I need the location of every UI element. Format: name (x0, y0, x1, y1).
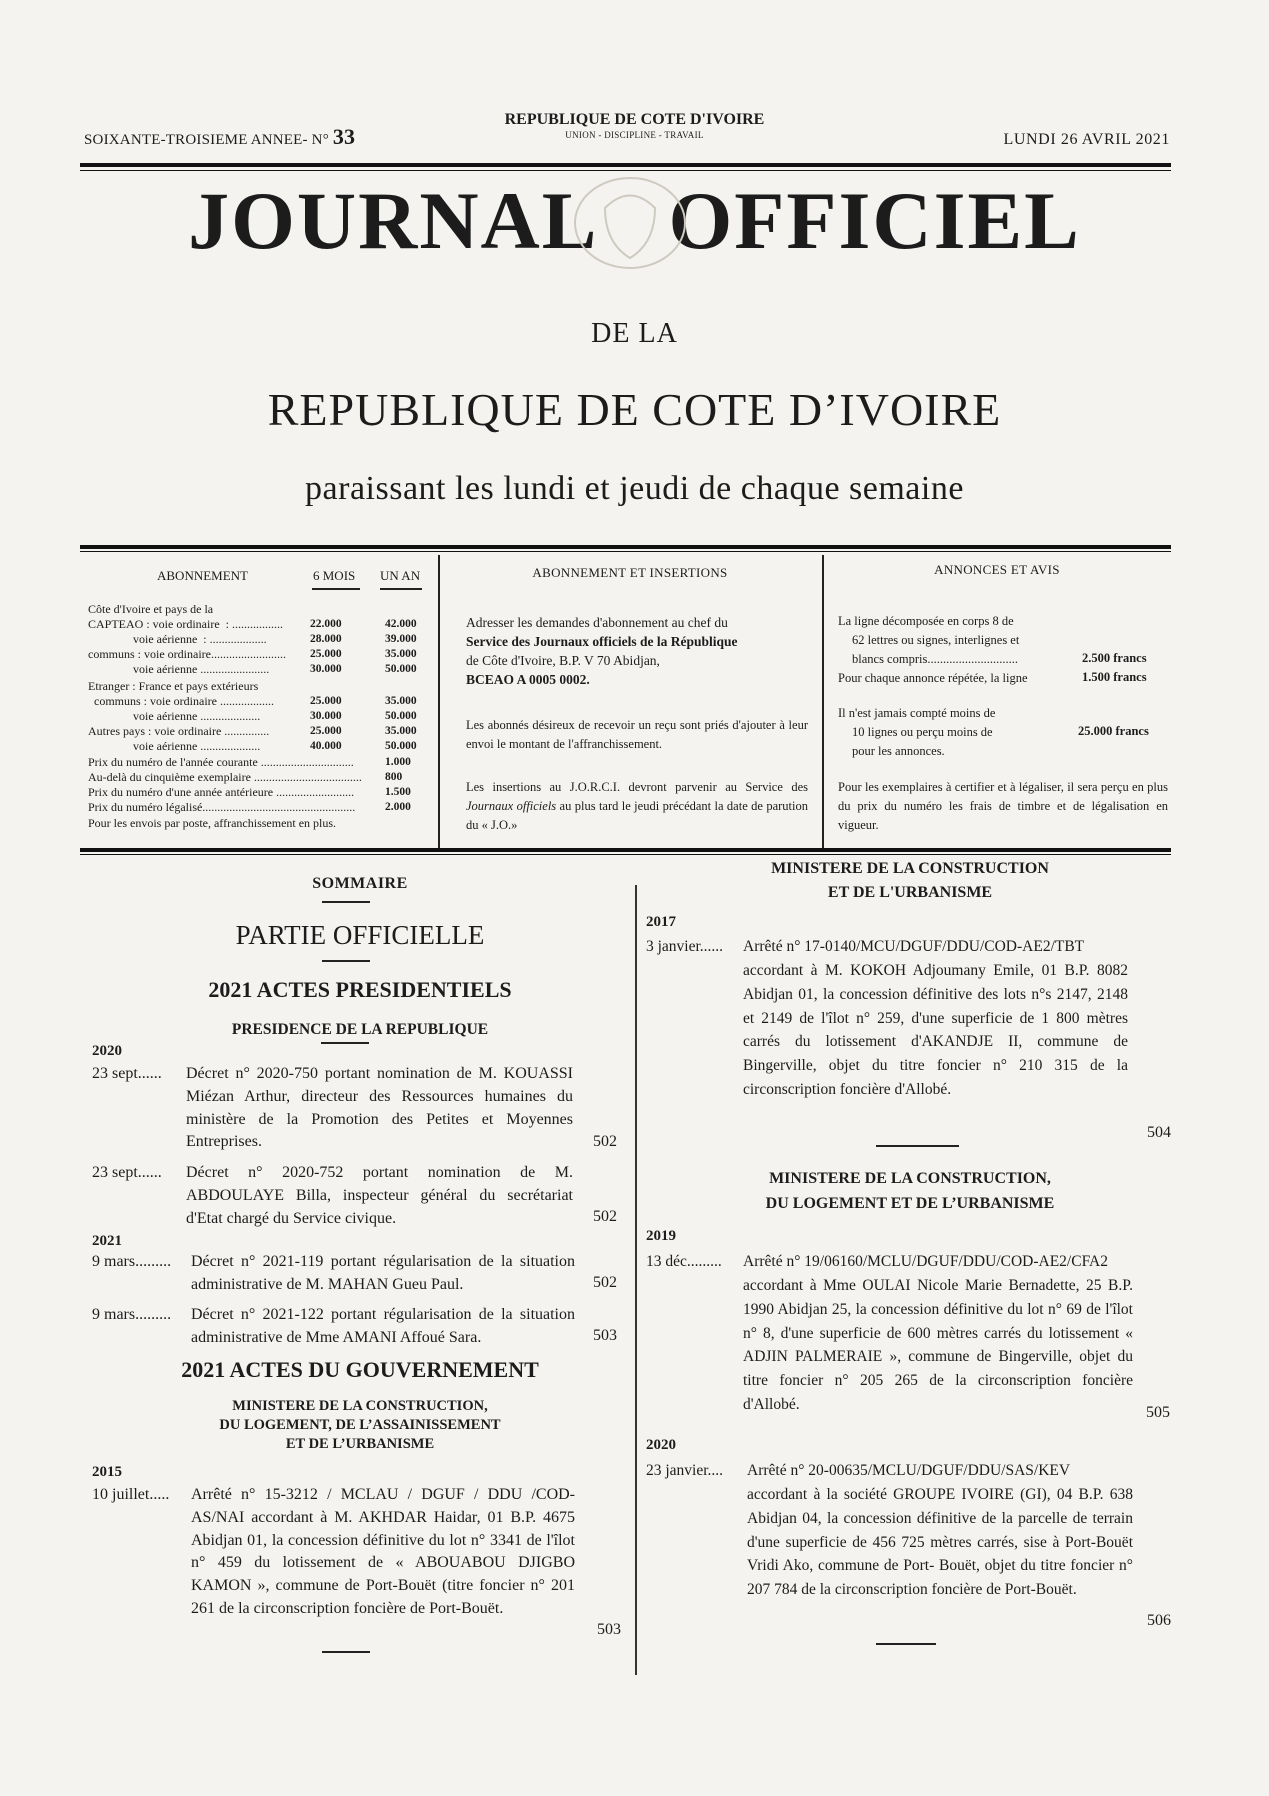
box-divider-2 (822, 555, 824, 849)
ministere1-line3: ET DE L’URBANISME (285, 1436, 435, 1452)
abonnement-6mois-value: 25.000 (310, 648, 342, 660)
partie-officielle: PARTIE OFFICIELLE (235, 920, 485, 950)
masthead-republique: REPUBLIQUE DE COTE D’IVOIRE (267, 384, 1002, 435)
ministere2-line2: ET DE L'URBANISME (827, 884, 993, 901)
insertions-address (466, 613, 808, 689)
abonnement-6mois-head: 6 MOIS (313, 568, 356, 583)
r1-date: 3 janvier...... (646, 938, 724, 955)
ministere-construction-assainissement (90, 1397, 630, 1454)
year-2019: 2019 (646, 1228, 676, 1244)
actes-presidentiels-title: 2021 ACTES PRESIDENTIELS (208, 977, 512, 1002)
box-top-rule (80, 545, 1171, 549)
abonnement-6mois-value: 30.000 (310, 710, 342, 722)
r1-first-line: Arrêté n° 17-0140/MCU/DGUF/DDU/COD-AE2/TBT (743, 938, 1085, 955)
abonnement-1an-value: 42.000 (385, 618, 417, 630)
r2-text: accordant à Mme OULAI Nicole Marie Bernadette, 25 B.P. 1990 Abidjan 25, la concession définitive du lot n° 69 de l'îlot n° 8, d'une superficie de 600 mètres carrés du lotissement « ADJIN PALMERAIE », commune de Bingerville, objet du titre foncier n° 205 265 de la circonscription foncière d'Allobé. (743, 1277, 1133, 1413)
abonnement-row-label: Prix du numéro d'une année antérieure .......................... (88, 785, 355, 799)
abonnement-1an-value: 2.000 (385, 801, 411, 813)
abonnement-row-label: voie aérienne .................... (88, 739, 261, 753)
annonces-price-repetee: 1.500 francs (1082, 670, 1147, 684)
r3-first-line: Arrêté n° 20-00635/MCLU/DGUF/DDU/SAS/KEV (747, 1462, 1071, 1479)
entry4-text: Décret n° 2021-122 portant régularisation de la situation administrative de Mme AMANI Affoué Sara. (191, 1306, 575, 1346)
annonces-line7: pour les annonces. (852, 744, 945, 758)
annonces-legalisation-note: Pour les exemplaires à certifier et à légaliser, il sera perçu en plus du prix du numéro les frais de timbre et de légalisation en vigueur. (838, 780, 1168, 832)
entry2-page: 502 (593, 1208, 617, 1225)
insertions-p1-line4: BCEAO A 0005 0002. (466, 672, 590, 687)
abonnement-1an-value: 50.000 (385, 663, 417, 675)
box-top-rule-thin (80, 551, 1171, 552)
head-underline-6mois (312, 588, 360, 590)
abonnement-6mois-value: 30.000 (310, 663, 342, 675)
entry2-text: Décret n° 2020-752 portant nomination de M. ABDOULAYE Billa, inspecteur général du secrétariat d'Etat chargé du Service civique. (186, 1164, 573, 1227)
sommaire-underline (322, 901, 370, 903)
abonnement-1an-value: 50.000 (385, 740, 417, 752)
r2-date: 13 déc......... (646, 1253, 722, 1270)
sommaire-title: SOMMAIRE (312, 875, 408, 892)
abonnement-row-label: Côte d'Ivoire et pays de la (88, 602, 214, 616)
abonnement-row (88, 770, 428, 786)
abonnement-row (88, 724, 428, 740)
annonces-head: ANNONCES ET AVIS (934, 562, 1060, 577)
box-bottom-rule-thin (80, 854, 1171, 855)
coat-of-arms-watermark (555, 168, 705, 278)
abonnement-1an-value: 35.000 (385, 648, 417, 660)
box-divider-1 (438, 555, 440, 849)
ministere3-line2: DU LOGEMENT ET DE L’URBANISME (765, 1195, 1055, 1212)
annonces-line4: Pour chaque annonce répétée, la ligne (838, 671, 1028, 685)
entry5-text: Arrêté n° 15-3212 / MCLAU / DGUF / DDU /COD-AS/NAI accordant à M. AKHDAR Haidar, 01 B.P. 4675 Abidjan 01, la concession définitive du lot n° 3341 de l'îlot n° 459 du lotissement de « ABOUABOU DJIGBO KAMON », commune de Port-Bouët (titre foncier n° 201 261 de la circonscription foncière de Port-Bouët. (191, 1486, 575, 1617)
abonnement-row (88, 662, 428, 678)
abonnement-6mois-value: 25.000 (310, 725, 342, 737)
abonnement-1an-value: 50.000 (385, 710, 417, 722)
entry5-date: 10 juillet..... (92, 1486, 170, 1503)
insertions-receipt-note: Les abonnés désireux de recevoir un reçu sont priés d'ajouter à leur envoi le montant de l'affranchissement. (466, 718, 808, 751)
abonnement-row-label: Autres pays : voie ordinaire ............... (88, 724, 270, 738)
ministere3-line1: MINISTERE DE LA CONSTRUCTION, (769, 1170, 1051, 1187)
abonnement-row-label: Etranger : France et pays extérieurs (88, 679, 259, 693)
abonnement-row (88, 602, 428, 618)
year-2020-right: 2020 (646, 1437, 676, 1453)
r2-first-line: Arrêté n° 19/06160/MCLU/DGUF/DDU/COD-AE2/CFA2 (743, 1253, 1108, 1270)
r1-page: 504 (1147, 1124, 1171, 1141)
entry4-date: 9 mars......... (92, 1306, 172, 1323)
abonnement-1an-value: 35.000 (385, 725, 417, 737)
abonnement-row (88, 816, 428, 832)
year-2017: 2017 (646, 914, 676, 930)
issue-number: 33 (332, 124, 356, 149)
annonces-price-minimum: 25.000 francs (1078, 724, 1149, 738)
r1-text: accordant à M. KOKOH Adjoumany Emile, 01 B.P. 8082 Abidjan 01, la concession définitive des lots n°s 2147, 2148 et 2149 de l'îlot n° 259, d'une superficie de 1 800 mètres carrés du lotissement d'AKANDJE II, commune de Bingerville, objet du titre foncier n° 210 315 de la circonscription foncière d'Allobé. (743, 962, 1128, 1098)
ministere-construction-logement (650, 1166, 1170, 1216)
column-divider (635, 885, 637, 1675)
abonnement-row (88, 800, 428, 816)
abonnement-1an-head: UN AN (380, 568, 421, 583)
title-journal: JOURNAL (188, 175, 599, 266)
insertions-p3-a: Les insertions au J.O.R.C.I. devront parvenir au Service des (466, 780, 808, 794)
abonnement-row-label: Prix du numéro de l'année courante ............................... (88, 755, 354, 769)
annonces-line5: Il n'est jamais compté moins de (838, 706, 996, 720)
abonnement-row-label: voie aérienne .................... (88, 709, 261, 723)
ministere1-line2: DU LOGEMENT, DE L’ASSAINISSEMENT (219, 1417, 501, 1433)
abonnement-6mois-value: 25.000 (310, 695, 342, 707)
abonnement-row-label: voie aérienne ....................... (88, 662, 270, 676)
annonces-line1: La ligne décomposée en corps 8 de (838, 614, 1014, 628)
insertions-p3-em: Journaux officiels (466, 799, 557, 813)
abonnement-row (88, 785, 428, 801)
box-bottom-rule (80, 848, 1171, 852)
abonnement-row-label: Au-delà du cinquième exemplaire .................................... (88, 770, 362, 784)
parution-schedule: paraissant les lundi et jeudi de chaque semaine (305, 470, 964, 507)
republic-name: REPUBLIQUE DE COTE D'IVOIRE (504, 111, 765, 128)
entry1-text: Décret n° 2020-750 portant nomination de M. KOUASSI Miézan Arthur, directeur des Ressources humaines du ministère de la Promotion des Petites et Moyennes Entreprises. (186, 1065, 573, 1151)
r3-page: 506 (1147, 1612, 1171, 1629)
insertions-head: ABONNEMENT ET INSERTIONS (532, 565, 728, 580)
annonces-line3: blancs compris............................. (852, 652, 1018, 666)
year-2021-left: 2021 (92, 1233, 122, 1249)
ministere-construction-urbanisme (650, 857, 1170, 905)
head-underline-1an (380, 588, 422, 590)
ministere1-line1: MINISTERE DE LA CONSTRUCTION, (232, 1398, 488, 1414)
abonnement-1an-value: 35.000 (385, 695, 417, 707)
insertions-p3-b: au plus tard le jeudi précédant la date de parution du « J.O.» (466, 799, 808, 832)
year-2015: 2015 (92, 1464, 122, 1480)
issue-date: LUNDI 26 AVRIL 2021 (1003, 131, 1170, 148)
abonnement-1an-value: 800 (385, 771, 403, 783)
issue-prefix: SOIXANTE-TROISIEME ANNEE- N° (84, 132, 329, 148)
abonnement-row (88, 632, 428, 648)
entry3-page: 502 (593, 1274, 617, 1291)
abonnement-head: ABONNEMENT (157, 568, 248, 583)
entry5-underline (322, 1651, 370, 1653)
year-2020-left: 2020 (92, 1043, 122, 1059)
entry1-date: 23 sept...... (92, 1065, 162, 1082)
abonnement-row-label: communs : voie ordinaire......................... (88, 647, 286, 661)
r2-page: 505 (1146, 1404, 1170, 1421)
entry2-date: 23 sept...... (92, 1164, 162, 1181)
insertions-p1-line3: de Côte d'Ivoire, B.P. V 70 Abidjan, (466, 653, 660, 668)
partie-underline (322, 960, 370, 962)
abonnement-row (88, 617, 428, 633)
entry3-text: Décret n° 2021-119 portant régularisation de la situation administrative de M. MAHAN Gueu Paul. (191, 1253, 575, 1293)
entry5-page: 503 (597, 1621, 621, 1638)
national-motto: UNION - DISCIPLINE - TRAVAIL (565, 130, 704, 140)
annonces-price-ligne: 2.500 francs (1082, 651, 1147, 665)
entry4-page: 503 (593, 1327, 617, 1344)
entry1-page: 502 (593, 1133, 617, 1150)
annonces-line2: 62 lettres ou signes, interlignes et (852, 633, 1020, 647)
insertions-p1-line1: Adresser les demandes d'abonnement au chef du (466, 615, 728, 630)
abonnement-row (88, 739, 428, 755)
abonnement-6mois-value: 40.000 (310, 740, 342, 752)
entry3-date: 9 mars......... (92, 1253, 172, 1270)
insertions-p1-line2: Service des Journaux officiels de la République (466, 634, 738, 649)
masthead-de-la: DE LA (591, 318, 678, 349)
abonnement-row-label: voie aérienne : ................... (88, 632, 267, 646)
r3-text: accordant à la société GROUPE IVOIRE (GI), 04 B.P. 638 Abidjan 04, la concession définitive de la parcelle de terrain d'une superficie de 456 725 mètres carrés, sise à Port-Bouët Vridi Ako, commune de Port- Bouët, objet du titre foncier n° 207 784 de la circonscription foncière de Port-Bouët. (747, 1486, 1133, 1599)
abonnement-row (88, 694, 428, 710)
abonnement-1an-value: 39.000 (385, 633, 417, 645)
abonnement-1an-value: 1.000 (385, 756, 411, 768)
abonnement-row-label: Pour les envois par poste, affranchissement en plus. (88, 816, 337, 830)
abonnement-row-label: communs : voie ordinaire .................. (88, 694, 274, 708)
abonnement-1an-value: 1.500 (385, 786, 411, 798)
presidence-underline (321, 1042, 369, 1044)
header-rule-thick (80, 163, 1171, 167)
title-officiel: OFFICIEL (668, 175, 1081, 266)
abonnement-6mois-value: 28.000 (310, 633, 342, 645)
r1-underline (876, 1145, 959, 1147)
annonces-line6: 10 lignes ou perçu moins de (852, 725, 993, 739)
ministere2-line1: MINISTERE DE LA CONSTRUCTION (771, 860, 1049, 877)
r3-underline (876, 1643, 936, 1645)
insertions-deadline-note (466, 778, 808, 835)
abonnement-6mois-value: 22.000 (310, 618, 342, 630)
abonnement-row (88, 679, 428, 695)
abonnement-row (88, 755, 428, 771)
abonnement-row (88, 647, 428, 663)
presidence-title: PRESIDENCE DE LA REPUBLIQUE (231, 1021, 489, 1038)
actes-gouvernement-title: 2021 ACTES DU GOUVERNEMENT (181, 1357, 539, 1382)
abonnement-row (88, 709, 428, 725)
r3-date: 23 janvier.... (646, 1462, 724, 1479)
abonnement-row-label: Prix du numéro légalisé................................................... (88, 800, 356, 814)
abonnement-row-label: CAPTEAO : voie ordinaire : ................. (88, 617, 283, 631)
